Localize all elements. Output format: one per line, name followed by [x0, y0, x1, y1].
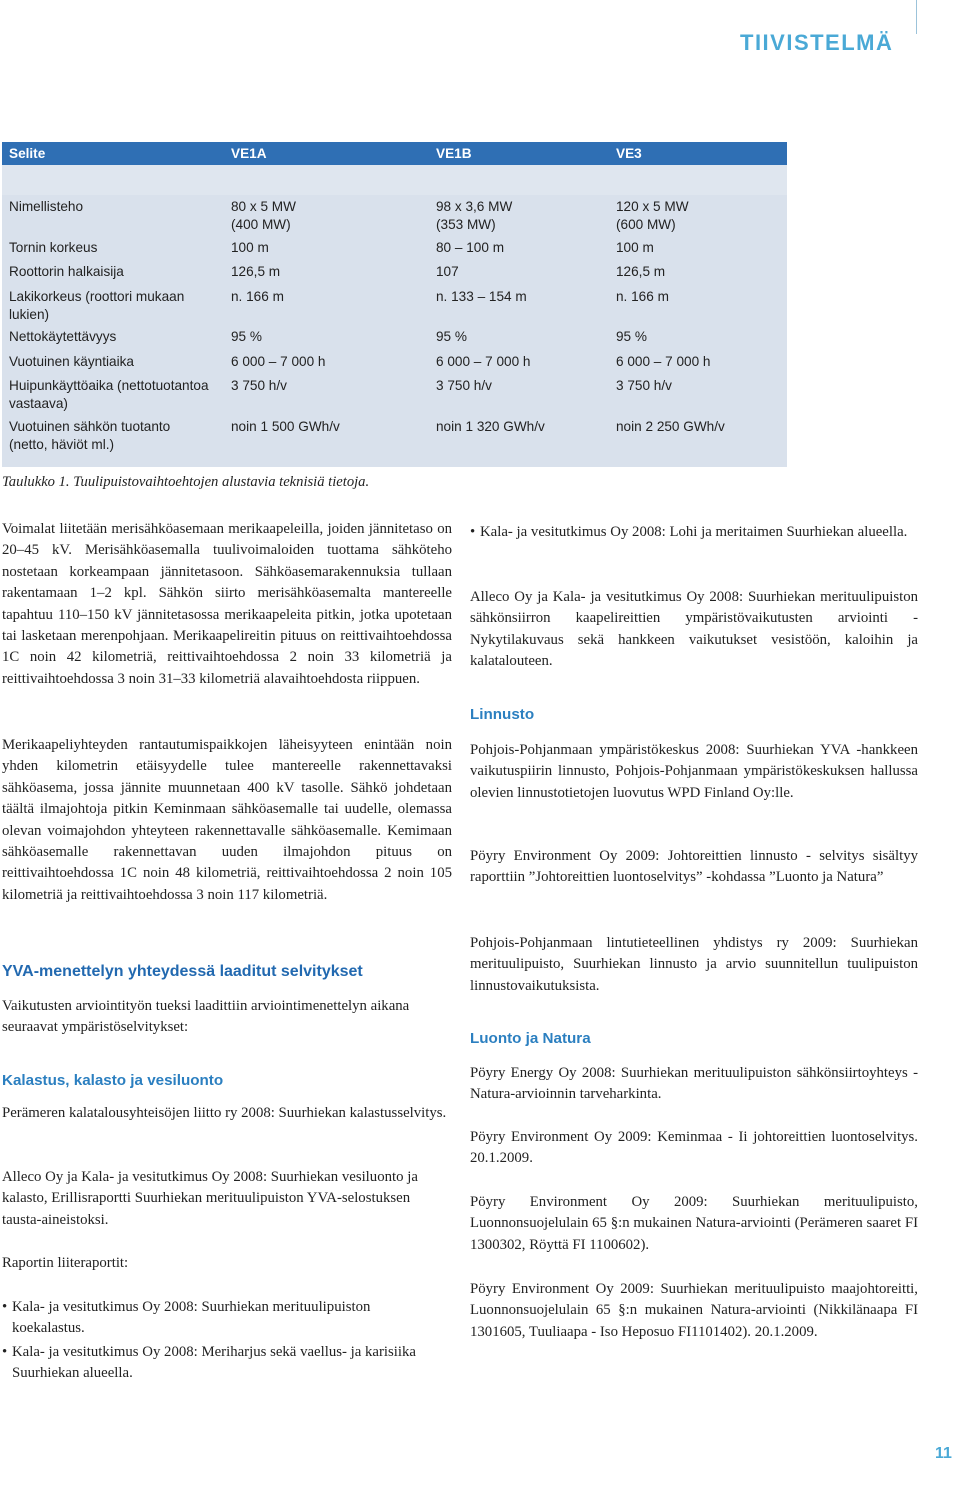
- table-cell: noin 2 250 GWh/v: [616, 419, 725, 434]
- section-heading: Luonto ja Natura: [470, 1030, 591, 1047]
- table-spacer: [2, 165, 787, 195]
- bullet-icon: •: [2, 1299, 8, 1315]
- table-cell: 95 %: [436, 329, 467, 344]
- paragraph: Pöyry Energy Oy 2008: Suurhiekan merituulipuiston sähkönsiirtoyhteys - Natura-arvioinnin tarveharkinta.: [470, 1065, 918, 1103]
- table-header: [2, 142, 787, 165]
- page-header-title: TIIVISTELMÄ: [740, 30, 894, 55]
- paragraph: Vaikutusten arviointityön tueksi laadittiin arviointimenettelyn aikana seuraavat ympäristöselvitykset:: [2, 998, 410, 1036]
- table-cell: Nimellisteho: [9, 199, 84, 214]
- table-cell: 6 000 – 7 000 h: [436, 354, 531, 369]
- subsection-heading: Kalastus, kalasto ja vesiluonto: [2, 1072, 224, 1089]
- bullet-icon: •: [470, 524, 476, 540]
- table-header-cell: VE1B: [436, 146, 472, 161]
- table-cell: n. 133 – 154 m: [436, 289, 527, 304]
- technical-data-table: [2, 142, 787, 467]
- paragraph: Pohjois-Pohjanmaan lintutieteellinen yhdistys ry 2009: Suurhiekan merituulipuisto, Suurhiekan linnusto ja arvio suunnitellun tuulipuiston linnustovaikutuksista.: [470, 935, 918, 994]
- table-cell: Lakikorkeus (roottori mukaan lukien): [9, 289, 185, 322]
- page-number: 11: [935, 1445, 952, 1462]
- header-rule: [916, 0, 917, 34]
- table-cell: n. 166 m: [616, 289, 669, 304]
- paragraph: Pöyry Environment Oy 2009: Johtoreittien linnusto - selvitys sisältyy raporttiin ”Johtoreittien luontoselvitys” -kohdassa ”Luonto ja Natura”: [470, 848, 918, 886]
- table-cell: 120 x 5 MW (600 MW): [616, 199, 689, 232]
- table-cell: 80 x 5 MW (400 MW): [231, 199, 296, 232]
- table-cell: 3 750 h/v: [616, 378, 672, 393]
- table-header-cell: VE1A: [231, 146, 267, 161]
- section-heading: Linnusto: [470, 706, 535, 723]
- table-cell: 126,5 m: [616, 264, 666, 279]
- table-cell: Tornin korkeus: [9, 240, 98, 255]
- table-cell: n. 166 m: [231, 289, 284, 304]
- table-cell: 3 750 h/v: [231, 378, 287, 393]
- table-cell: 6 000 – 7 000 h: [616, 354, 711, 369]
- paragraph: Pöyry Environment Oy 2009: Suurhiekan merituulipuisto, Luonnonsuojelulain 65 §:n mukainen Natura-arviointi (Perämeren saaret FI 1300302, Röyttä FI 1100602).: [470, 1194, 918, 1253]
- list-item-text: Kala- ja vesitutkimus Oy 2008: Lohi ja meritaimen Suurhiekan alueella.: [480, 524, 908, 540]
- table-cell: 3 750 h/v: [436, 378, 492, 393]
- paragraph: Alleco Oy ja Kala- ja vesitutkimus Oy 2008: Suurhiekan merituulipuiston sähkönsiirron kaapelireittien ympäristövaikutusten arviointi - Nykytilakuvaus sekä hankkeen vaikutukset vesistöön, kaloihin ja kalatalouteen.: [470, 589, 918, 670]
- table-cell: Nettokäytettävyys: [9, 329, 117, 344]
- list-item-text: Kala- ja vesitutkimus Oy 2008: Meriharjus sekä vaellus- ja karisiika Suurhiekan alueella.: [12, 1344, 416, 1382]
- table-caption: Taulukko 1. Tuulipuistovaihtoehtojen alustavia teknisiä tietoja.: [2, 474, 370, 490]
- paragraph: Raportin liiteraportit:: [2, 1255, 129, 1271]
- table-cell: 6 000 – 7 000 h: [231, 354, 326, 369]
- table-cell: Roottorin halkaisija: [9, 264, 124, 279]
- paragraph: Alleco Oy ja Kala- ja vesitutkimus Oy 2008: Suurhiekan vesiluonto ja kalasto, Erillisraportti Suurhiekan merituulipuiston YVA-selostuksen tausta-aineistoksi.: [2, 1169, 418, 1228]
- table-header-cell: VE3: [616, 146, 642, 161]
- bullet-icon: •: [2, 1344, 8, 1360]
- table-cell: Vuotuinen sähkön tuotanto (netto, häviöt ml.): [9, 419, 171, 452]
- table-cell: 100 m: [616, 240, 654, 255]
- table-header-cell: Selite: [9, 146, 46, 161]
- paragraph: Pöyry Environment Oy 2009: Suurhiekan merituulipuisto maajohtoreitti, Luonnonsuojelulain 65 §:n mukainen Natura-arviointi (Nikkilänaapa FI 1301605, Tuuliaapa - Iso Heposuo FI1101402). 20.1.2009.: [470, 1281, 918, 1340]
- table-cell: 95 %: [616, 329, 647, 344]
- paragraph: Pohjois-Pohjanmaan ympäristökeskus 2008: Suurhiekan YVA -hankkeen vaikutuspiirin linnusto, Pohjois-Pohjanmaan ympäristökeskuksen hallussa olevien linnustotietojen luovutus WPD Finland Oy:lle.: [470, 742, 918, 801]
- table-cell: 100 m: [231, 240, 269, 255]
- table-cell: 80 – 100 m: [436, 240, 505, 255]
- paragraph: Perämeren kalatalousyhteisöjen liitto ry 2008: Suurhiekan kalastusselvitys.: [2, 1105, 447, 1121]
- table-cell: Huipunkäyttöaika (nettotuotantoa vastaava): [9, 378, 209, 411]
- table-cell: noin 1 500 GWh/v: [231, 419, 340, 434]
- table-cell: 126,5 m: [231, 264, 281, 279]
- table-cell: noin 1 320 GWh/v: [436, 419, 545, 434]
- list-item-text: Kala- ja vesitutkimus Oy 2008: Suurhiekan merituulipuiston koekalastus.: [12, 1299, 371, 1337]
- table-cell: Vuotuinen käyntiaika: [9, 354, 134, 369]
- table-cell: 98 x 3,6 MW (353 MW): [436, 199, 513, 232]
- paragraph: Pöyry Environment Oy 2009: Keminmaa - Ii johtoreittien luontoselvitys. 20.1.2009.: [470, 1129, 918, 1167]
- table-cell: 95 %: [231, 329, 262, 344]
- paragraph: Merikaapeliyhteyden rantautumispaikkojen läheisyyteen enintään noin yhden kilometrin etäisyydelle tulee mantereelle rakennettavaksi sähköasema, jossa jännite muunnetaan 400 kV tasolle. Sähkö johdetaan täältä ilmajohtoja pitkin Keminmaan sähköasemalle tai uudelle, olemassa olevan voimajohdon yhteyteen rakennettavalle sähköasemalle. Kemimaan sähköasemalle rakennettavan uuden ilmajohdon pituus on reittivaihtoehdossa 1C noin 48 kilometriä, reittivaihtoehdossa 2 noin 105 kilometriä ja reittivaihtoehdossa 3 noin 117 kilometriä.: [2, 737, 452, 903]
- paragraph: Voimalat liitetään merisähköasemaan merikaapeleilla, joiden jännitetaso on 20–45 kV. Merisähköasemalla tuulivoimaloiden tuottama sähköteho nostetaan korkeampaan jännitetasoon. Sähköasemarakennuksia tullaan rakentamaan 1–2 kpl. Sähkön siirto merisähköasemalta mantereelle tapahtuu 110–150 kV jännitetasossa merikaapeleita pitkin, jotka upotetaan tai lasketaan merenpohjaan. Merikaapelireitin pituus on reittivaihtoehdossa 1C noin 42 kilometriä, reittivaihtoehdossa 2 noin 33 kilometriä ja reittivaihtoehdossa 3 noin 31–33 kilometriä alavaihtoehdosta riippuen.: [2, 521, 452, 687]
- table-cell: 107: [436, 264, 459, 279]
- section-heading: YVA-menettelyn yhteydessä laaditut selvitykset: [2, 963, 363, 980]
